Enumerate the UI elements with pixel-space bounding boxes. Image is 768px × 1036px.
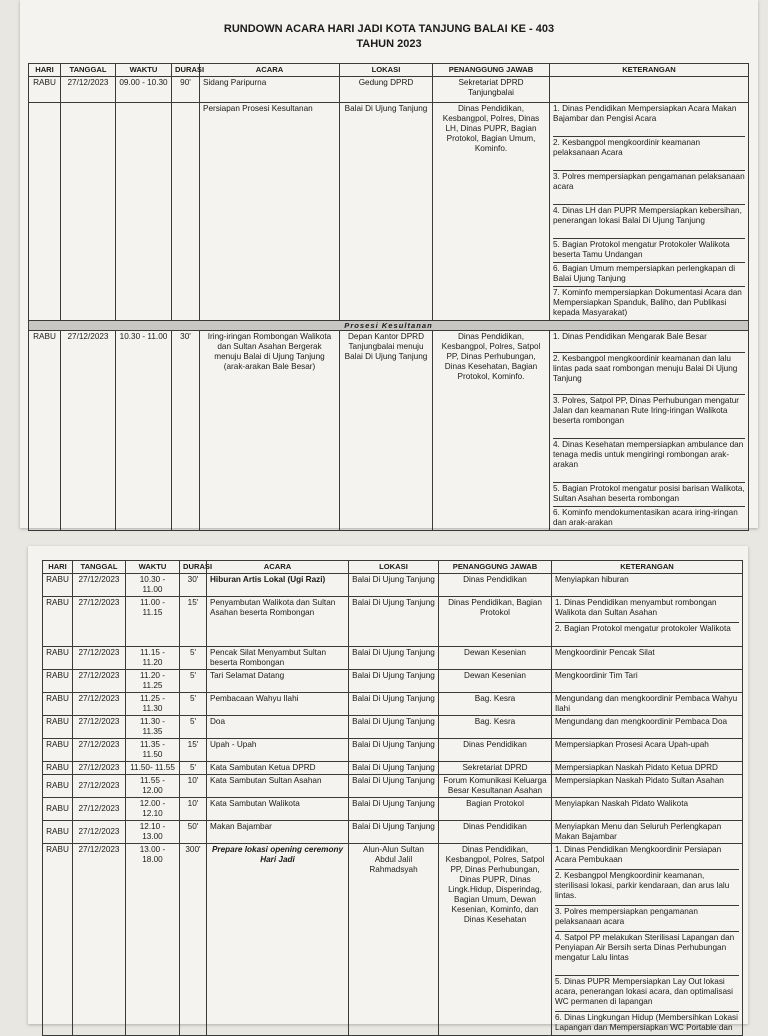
table-header-row [43,561,743,574]
cell-tanggal: 27/12/2023 [73,798,126,821]
table-row [43,821,743,844]
keterangan-item: 3. Polres mempersiapkan pengamanan pelaksanaan acara [555,906,739,932]
cell-keterangan: Mempersiapkan Naskah Pidato Ketua DPRD [552,762,743,775]
cell-waktu: 12.00 - 12.10 [126,798,180,821]
cell-penanggung-jawab: Dinas Pendidikan [439,739,552,762]
cell-acara: Kata Sambutan Walikota [207,798,349,821]
cell-lokasi: Balai Di Ujung Tanjung [349,693,439,716]
cell-hari: RABU [43,693,73,716]
cell-waktu: 09.00 - 10.30 [116,77,172,103]
cell-penanggung-jawab: Dinas Pendidikan, Bagian Protokol [439,597,552,647]
cell-hari: RABU [29,331,61,531]
cell-lokasi: Balai Di Ujung Tanjung [349,574,439,597]
cell-keterangan [552,844,743,1036]
cell-acara: Penyambutan Walikota dan Sultan Asahan beserta Rombongan [207,597,349,647]
keterangan-item: 5. Dinas PUPR Mempersiapkan Lay Out lokasi acara, penerangan lokasi acara, dan optimalisasi WC permanen di lapangan [555,976,739,1012]
cell-acara: Persiapan Prosesi Kesultanan [200,103,340,321]
cell-tanggal: 27/12/2023 [73,693,126,716]
cell-acara: Upah - Upah [207,739,349,762]
title-line-2: TAHUN 2023 [356,38,422,50]
cell-tanggal: 27/12/2023 [73,647,126,670]
table-row [43,798,743,821]
cell-durasi: 5' [180,762,207,775]
table-row [43,775,743,798]
header-hari: HARI [43,561,73,574]
cell-penanggung-jawab: Dinas Pendidikan, Kesbangpol, Polres, Satpol PP, Dinas Perhubungan, Dinas PUPR, Dinas Lingk.Hidup, Disperindag, Bagian Umum, Dewan Kesenian, Kominfo, dan Dinas Kesehatan [439,844,552,1036]
cell-keterangan: Mengkoordinir Pencak Silat [552,647,743,670]
cell-acara: Pencak Silat Menyambut Sultan beserta Rombongan [207,647,349,670]
cell-penanggung-jawab: Bagian Protokol [439,798,552,821]
cell-keterangan: Menyiapkan Menu dan Seluruh Perlengkapan Makan Bajambar [552,821,743,844]
cell-waktu: 11.30 - 11.35 [126,716,180,739]
header-durasi: DURASI [180,561,207,574]
keterangan-item: 7. Kominfo mempersiapkan Dokumentasi Acara dan Mempersiapkan Spanduk, Baliho, dan Publikasi kepada Masyarakat) [553,288,742,317]
cell-durasi: 5' [180,693,207,716]
document-page-1 [20,0,758,528]
cell-tanggal: 27/12/2023 [73,821,126,844]
document-page-2 [28,546,748,1032]
cell-waktu: 13.00 - 18.00 [126,844,180,1036]
cell-hari: RABU [43,716,73,739]
cell-keterangan: Mengkoordinir Tim Tari [552,670,743,693]
cell-durasi [172,103,200,321]
cell-lokasi: Gedung DPRD [340,77,433,103]
cell-penanggung-jawab: Dinas Pendidikan [439,821,552,844]
cell-durasi: 10' [180,775,207,798]
cell-tanggal: 27/12/2023 [73,716,126,739]
cell-tanggal [61,103,116,321]
keterangan-item: 3. Polres mempersiapkan pengamanan pelaksanaan acara [553,171,745,205]
cell-hari: RABU [43,739,73,762]
header-acara: ACARA [207,561,349,574]
cell-waktu [116,103,172,321]
cell-durasi: 5' [180,716,207,739]
cell-hari: RABU [43,597,73,647]
cell-waktu: 11.00 - 11.15 [126,597,180,647]
keterangan-item: 5. Bagian Protokol mengatur posisi barisan Walikota, Sultan Asahan beserta rombongan [553,483,745,507]
cell-tanggal: 27/12/2023 [73,597,126,647]
cell-tanggal: 27/12/2023 [61,331,116,531]
header-keterangan: KETERANGAN [550,64,749,77]
keterangan-item: 2. Kesbangpol Mengkoordinir keamanan, sterilisasi lokasi, parkir kendaraan, dan arus lalu lintas. [555,870,739,906]
section-band-row [29,321,749,331]
cell-acara: Pembacaan Wahyu Ilahi [207,693,349,716]
cell-waktu: 10.30 - 11.00 [126,574,180,597]
table-row [43,693,743,716]
cell-durasi: 5' [180,670,207,693]
cell-waktu: 11.25 - 11.30 [126,693,180,716]
cell-hari: RABU [43,775,73,798]
cell-durasi: 15' [180,597,207,647]
header-waktu: WAKTU [116,64,172,77]
cell-penanggung-jawab: Sekretariat DPRD Tanjungbalai [433,77,550,103]
cell-penanggung-jawab: Sekretariat DPRD [439,762,552,775]
keterangan-item: 4. Dinas Kesehatan mempersiapkan ambulance dan tenaga medis untuk mengiringi rombongan arak-arakan [553,439,745,483]
cell-lokasi: Depan Kantor DPRD Tanjungbalai menuju Balai Di Ujung Tanjung [340,331,433,531]
cell-durasi: 15' [180,739,207,762]
keterangan-item: 6. Bagian Umum mempersiapkan perlengkapan di Balai Ujung Tanjung [553,263,745,287]
cell-hari: RABU [43,762,73,775]
cell-lokasi: Balai Di Ujung Tanjung [349,821,439,844]
table-row [43,647,743,670]
cell-tanggal: 27/12/2023 [61,77,116,103]
cell-lokasi: Balai Di Ujung Tanjung [349,775,439,798]
cell-lokasi: Balai Di Ujung Tanjung [349,739,439,762]
cell-waktu: 11.15 - 11.20 [126,647,180,670]
header-tanggal: TANGGAL [73,561,126,574]
cell-keterangan [552,597,743,647]
cell-tanggal: 27/12/2023 [73,762,126,775]
rundown-table-1 [28,63,749,531]
header-waktu: WAKTU [126,561,180,574]
keterangan-item: 2. Kesbangpol mengkoordinir keamanan pelaksanaan Acara [553,137,745,171]
cell-tanggal: 27/12/2023 [73,670,126,693]
keterangan-item: 3. Polres, Satpol PP, Dinas Perhubungan mengatur Jalan dan keamanan Rute Iring-iringan Walikota beserta rombongan [553,395,745,439]
cell-tanggal: 27/12/2023 [73,574,126,597]
cell-lokasi: Balai Di Ujung Tanjung [349,597,439,647]
cell-hari: RABU [29,77,61,103]
cell-keterangan [550,77,749,103]
cell-penanggung-jawab: Bag. Kesra [439,716,552,739]
keterangan-item: 4. Satpol PP melakukan Sterilisasi Lapangan dan Penyiapan Air Bersih serta Dinas Perhubungan mengatur Lalu lintas [555,932,739,976]
cell-durasi: 90' [172,77,200,103]
cell-keterangan: Mengundang dan mengkoordinir Pembaca Doa [552,716,743,739]
cell-penanggung-jawab: Dewan Kesenian [439,670,552,693]
cell-waktu: 12.10 - 13.00 [126,821,180,844]
table-row [43,739,743,762]
table-row [29,77,749,103]
keterangan-item: 1. Dinas Pendidikan Mempersiapkan Acara Makan Bajambar dan Pengisi Acara [553,103,745,137]
cell-hari: RABU [43,670,73,693]
cell-lokasi: Balai Di Ujung Tanjung [340,103,433,321]
cell-acara: Iring-iringan Rombongan Walikota dan Sultan Asahan Bergerak menuju Balai di Ujung Tanjung (arak-arakan Bale Besar) [200,331,340,531]
cell-lokasi: Balai Di Ujung Tanjung [349,670,439,693]
cell-keterangan: Menyiapkan Naskah Pidato Walikota [552,798,743,821]
cell-waktu: 11.50- 11.55 [126,762,180,775]
cell-hari [29,103,61,321]
header-hari: HARI [29,64,61,77]
keterangan-item: 5. Bagian Protokol mengatur Protokoler Walikota beserta Tamu Undangan [553,239,745,263]
keterangan-item: 1. Dinas Pendidikan Mengkoordinir Persiapan Acara Pembukaan [555,844,739,870]
cell-durasi: 300' [180,844,207,1036]
table-row [43,670,743,693]
cell-acara: Kata Sambutan Sultan Asahan [207,775,349,798]
cell-hari: RABU [43,647,73,670]
keterangan-item: 4. Dinas LH dan PUPR Mempersiapkan kebersihan, penerangan lokasi Balai Di Ujung Tanjung [553,205,745,239]
header-penanggung-jawab: PENANGGUNG JAWAB [439,561,552,574]
cell-acara: Doa [207,716,349,739]
cell-tanggal: 27/12/2023 [73,775,126,798]
cell-waktu: 11.55 - 12.00 [126,775,180,798]
cell-waktu: 10.30 - 11.00 [116,331,172,531]
title-line-1: RUNDOWN ACARA HARI JADI KOTA TANJUNG BALAI KE - 403 [223,23,555,35]
cell-keterangan: Mempersiapkan Prosesi Acara Upah-upah [552,739,743,762]
cell-hari: RABU [43,821,73,844]
cell-acara: Hiburan Artis Lokal (Ugi Razi) [207,574,349,597]
section-band: Prosesi Kesultanan [29,321,749,331]
cell-acara: Kata Sambutan Ketua DPRD [207,762,349,775]
keterangan-item: 2. Kesbangpol mengkoordinir keamanan dan lalu lintas pada saat rombongan menuju Balai Di Ujung Tanjung [553,353,745,395]
cell-tanggal: 27/12/2023 [73,844,126,1036]
keterangan-item: 1. Dinas Pendidikan Mengarak Bale Besar [553,331,745,353]
cell-lokasi: Alun-Alun Sultan Abdul Jalil Rahmadsyah [349,844,439,1036]
cell-lokasi: Balai Di Ujung Tanjung [349,716,439,739]
cell-hari: RABU [43,574,73,597]
table-row [29,103,749,321]
cell-lokasi: Balai Di Ujung Tanjung [349,798,439,821]
cell-keterangan: Menyiapkan hiburan [552,574,743,597]
keterangan-item: 2. Bagian Protokol mengatur protokoler Walikota [555,624,731,633]
cell-durasi: 50' [180,821,207,844]
keterangan-item: 6. Kominfo mendokumentasikan acara iring-iringan dan arak-arakan [553,508,738,527]
table-row [43,597,743,647]
table-row [43,762,743,775]
cell-durasi: 5' [180,647,207,670]
cell-keterangan [550,103,749,321]
header-lokasi: LOKASI [349,561,439,574]
cell-penanggung-jawab: Dinas Pendidikan [439,574,552,597]
cell-waktu: 11.35 - 11.50 [126,739,180,762]
table-row [43,716,743,739]
cell-penanggung-jawab: Forum Komunikasi Keluarga Besar Kesultanan Asahan [439,775,552,798]
table-row [43,844,743,1036]
document-title [20,0,758,52]
cell-lokasi: Balai Di Ujung Tanjung [349,762,439,775]
cell-penanggung-jawab: Bag. Kesra [439,693,552,716]
cell-penanggung-jawab: Dewan Kesenian [439,647,552,670]
cell-durasi: 30' [180,574,207,597]
rundown-table-2 [42,560,743,1036]
cell-tanggal: 27/12/2023 [73,739,126,762]
table-row [43,574,743,597]
cell-acara: Prepare lokasi opening ceremony Hari Jadi [207,844,349,1036]
cell-acara: Sidang Paripurna [200,77,340,103]
cell-durasi: 10' [180,798,207,821]
keterangan-item: 1. Dinas Pendidikan menyambut rombongan Walikota dan Sultan Asahan [555,597,739,623]
header-tanggal: TANGGAL [61,64,116,77]
table-row [29,331,749,531]
header-keterangan: KETERANGAN [552,561,743,574]
header-penanggung-jawab: PENANGGUNG JAWAB [433,64,550,77]
header-lokasi: LOKASI [340,64,433,77]
cell-acara: Tari Selamat Datang [207,670,349,693]
cell-waktu: 11.20 - 11.25 [126,670,180,693]
cell-acara: Makan Bajambar [207,821,349,844]
cell-keterangan: Mengundang dan mengkoordinir Pembaca Wahyu Ilahi [552,693,743,716]
cell-durasi: 30' [172,331,200,531]
header-acara: ACARA [200,64,340,77]
cell-keterangan: Mempersiapkan Naskah Pidato Sultan Asahan [552,775,743,798]
keterangan-item: 6. Dinas Lingkungan Hidup (Membersihkan Lokasi Lapangan dan Mempersiapkan WC Portable dan [555,1013,738,1032]
cell-penanggung-jawab: Dinas Pendidikan, Kesbangpol, Polres, Dinas LH, Dinas PUPR, Bagian Protokol, Bagian Umum, Kominfo. [433,103,550,321]
cell-lokasi: Balai Di Ujung Tanjung [349,647,439,670]
cell-hari: RABU [43,844,73,1036]
cell-hari: RABU [43,798,73,821]
header-durasi: DURASI [172,64,200,77]
cell-penanggung-jawab: Dinas Pendidikan, Kesbangpol, Polres, Satpol PP, Dinas Perhubungan, Dinas Kesehatan, Bagian Protokol, Kominfo. [433,331,550,531]
cell-keterangan [550,331,749,531]
table-header-row [29,64,749,77]
